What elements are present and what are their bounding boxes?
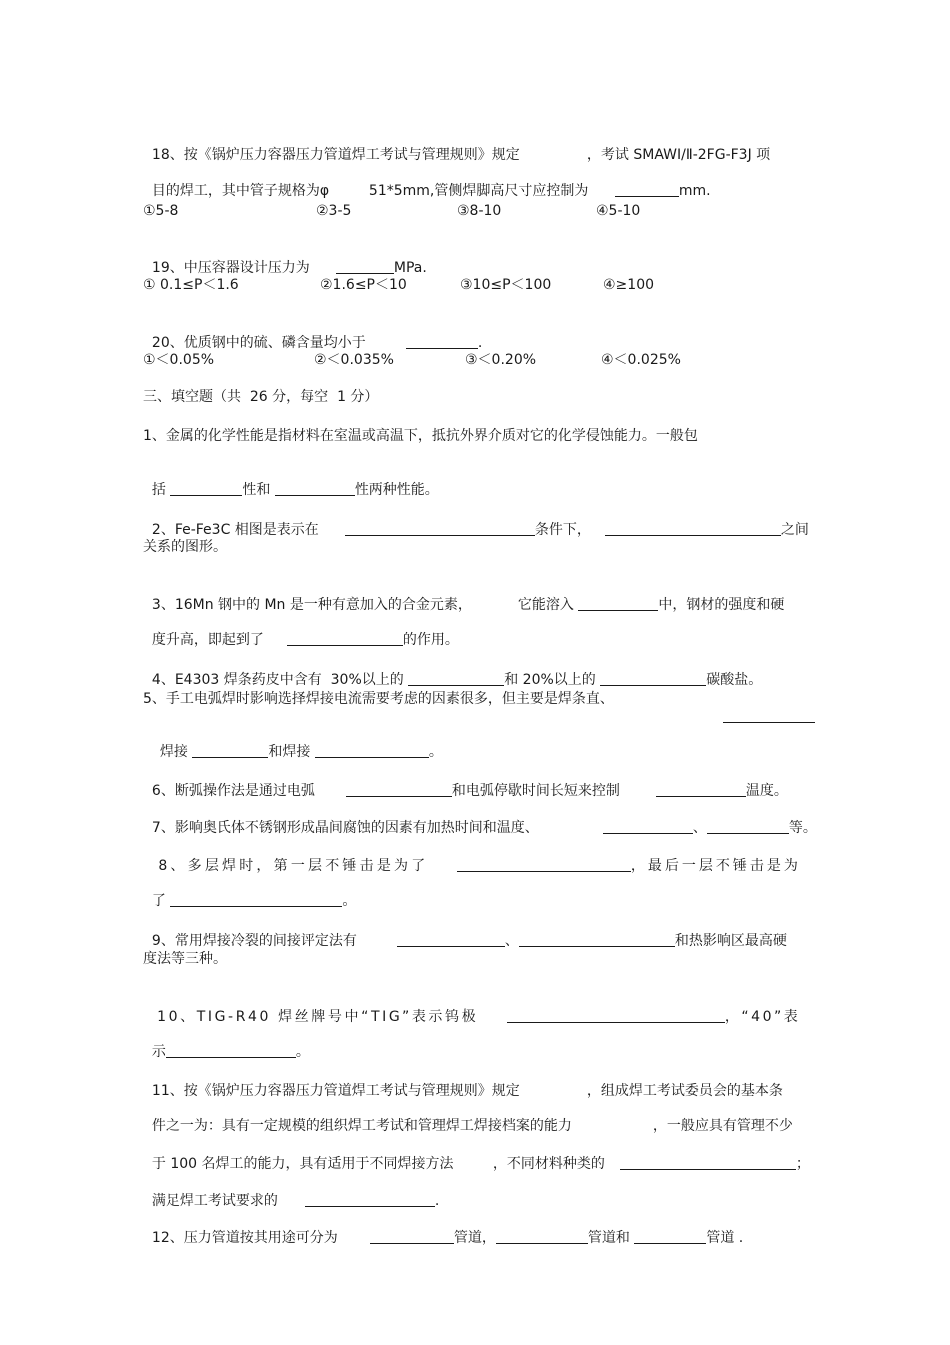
f1-blank-1[interactable] <box>170 481 242 496</box>
q20-blank-wrap <box>397 316 482 352</box>
q20-end: . <box>477 335 483 351</box>
q19-line <box>143 241 310 277</box>
q18-answer-blank[interactable] <box>615 182 679 197</box>
q18-line1 <box>143 128 520 164</box>
q20-answer-blank[interactable] <box>406 334 478 349</box>
f6-line <box>143 764 315 800</box>
f9-text-a: 9、常用焊接冷裂的间接评定法有 <box>151 933 357 949</box>
q18-line2-mid <box>360 164 588 200</box>
f12-right <box>361 1211 743 1247</box>
f12-blank-1[interactable] <box>370 1229 454 1244</box>
f10-text-d: 。 <box>295 1044 310 1060</box>
f11-blank-2[interactable] <box>305 1192 435 1207</box>
f8-text-d: 。 <box>342 893 357 909</box>
q19-unit: MPa. <box>393 260 427 276</box>
f9-text-b: 、 <box>504 933 519 949</box>
f12-blank-2[interactable] <box>496 1229 588 1244</box>
f3-line2-blank <box>278 613 459 649</box>
f10-line1-right <box>493 990 800 1026</box>
f1-line1: 1、金属的化学性能是指材料在室温或高温下，抵抗外界介质对它的化学侵蚀能力。一般包 <box>143 428 698 444</box>
q20-text: 20、优质钢中的硫、磷含量均小于 <box>151 335 366 351</box>
f3-blank-2[interactable] <box>287 631 403 646</box>
f5-blank-2[interactable] <box>192 743 268 758</box>
f4-blank-1[interactable] <box>408 671 504 686</box>
f3-text-b: 它能溶入 <box>517 597 574 613</box>
f2-line1 <box>143 503 319 539</box>
f2-blank-1[interactable] <box>345 521 535 536</box>
f12-text-b: 管道， <box>453 1230 496 1246</box>
f11-text-c: 件之一为：具有一定规模的组织焊工考试和管理焊工焊接档案的能力 <box>151 1118 572 1134</box>
f7-text-b: 、 <box>692 820 707 836</box>
f6-text-a: 6、断弧操作法是通过电弧 <box>151 783 315 799</box>
f8-text-b: ，最后一层不锤击是为 <box>630 858 801 874</box>
q18-line2-text-b: 51*5mm,管侧焊脚高尺寸应控制为 <box>368 183 589 199</box>
f2-text-c: 之间 <box>780 522 809 538</box>
f5-text-c: 。 <box>428 744 443 760</box>
f11-line1 <box>143 1064 520 1100</box>
q20-option-4[interactable]: ④＜0.025% <box>601 352 681 368</box>
f2-line1-blanks <box>336 503 591 539</box>
f9-line1-right <box>388 914 787 950</box>
q20-option-1[interactable]: ①＜0.05% <box>143 352 215 368</box>
f10-blank-2[interactable] <box>166 1043 296 1058</box>
f11-line4 <box>143 1174 278 1210</box>
f10-line1 <box>143 990 478 1026</box>
f11-text-g: ； <box>795 1156 810 1172</box>
f9-text-c: 和热影响区最高硬 <box>674 933 787 949</box>
f7-text-a: 7、影响奥氏体不锈钢形成晶间腐蚀的因素有加热时间和温度、 <box>151 820 539 836</box>
f6-text-c: 温度。 <box>745 783 788 799</box>
f1-text-b: 性和 <box>242 482 271 498</box>
q20-line <box>143 316 366 352</box>
f6-text-b: 和电弧停歇时间长短来控制 <box>451 783 620 799</box>
f3-line2 <box>143 613 264 649</box>
f10-blank-1[interactable] <box>507 1008 725 1023</box>
f11-line1-right <box>578 1064 783 1100</box>
f8-text-a: 8、多层焊时，第一层不锤击是为了 <box>158 858 429 874</box>
q19-option-2[interactable]: ②1.6≤P＜10 <box>320 277 407 293</box>
q18-line1-text-a: 18、按《锅炉压力容器压力管道焊工考试与管理规则》规定 <box>151 147 520 163</box>
f5-text-b: 和焊接 <box>268 744 311 760</box>
f11-text-i: . <box>434 1193 440 1209</box>
f11-text-a: 11、按《锅炉压力容器压力管道焊工考试与管理规则》规定 <box>151 1083 520 1099</box>
f11-line4-blank <box>296 1174 439 1210</box>
f7-blank-1[interactable] <box>603 819 693 834</box>
f7-blank-2[interactable] <box>707 819 789 834</box>
q19-option-3[interactable]: ③10≤P＜100 <box>460 277 552 293</box>
f8-text-c: 了 <box>151 893 166 909</box>
f9-line1 <box>143 914 357 950</box>
q18-option-2[interactable]: ②3-5 <box>316 203 352 219</box>
q18-unit: mm. <box>678 183 711 199</box>
q18-option-3[interactable]: ③8-10 <box>457 203 502 219</box>
q18-option-4[interactable]: ④5-10 <box>596 203 641 219</box>
f4-text-b: 和 20%以上的 <box>504 672 596 688</box>
f2-line1-right <box>596 503 809 539</box>
q18-line2 <box>143 164 329 200</box>
f2-text-a: 2、Fe-Fe3C 相图是表示在 <box>151 522 319 538</box>
f12-blank-3[interactable] <box>634 1229 706 1244</box>
f6-blank-1[interactable] <box>346 782 452 797</box>
f4-blank-2[interactable] <box>600 671 706 686</box>
q18-option-1[interactable]: ①5-8 <box>143 203 179 219</box>
f3-line1 <box>143 578 472 614</box>
f3-text-a: 3、16Mn 钢中的 Mn 是一种有意加入的合金元素， <box>151 597 472 613</box>
f7-right <box>594 801 817 837</box>
f11-text-d: ，一般应具有管理不少 <box>652 1118 793 1134</box>
q18-line1-text-b: ，考试 SMAWⅠ/Ⅱ-2FG-F3J 项 <box>586 147 771 163</box>
q20-option-2[interactable]: ②＜0.035% <box>314 352 394 368</box>
f11-line2 <box>143 1099 572 1135</box>
f11-text-h: 满足焊工考试要求的 <box>151 1193 278 1209</box>
f4-text-c: 碳酸盐。 <box>706 672 763 688</box>
f9-blank-2[interactable] <box>519 932 675 947</box>
f8-blank-2[interactable] <box>170 892 342 907</box>
f10-text-c: 示 <box>151 1044 166 1060</box>
f3-text-c: 中，钢材的强度和硬 <box>658 597 785 613</box>
f5-line2 <box>151 725 443 761</box>
f6-blank-2[interactable] <box>656 782 746 797</box>
f12-text-c: 管道和 <box>587 1230 630 1246</box>
q20-option-3[interactable]: ③＜0.20% <box>465 352 537 368</box>
f11-text-e: 于 100 名焊工的能力，具有适用于不同焊接方法 <box>151 1156 454 1172</box>
q19-text: 19、中压容器设计压力为 <box>151 260 310 276</box>
f8-line2 <box>143 874 356 910</box>
f2-blank-2[interactable] <box>605 521 781 536</box>
f4-line <box>143 653 762 689</box>
f1-line2 <box>143 463 439 499</box>
f7-line <box>143 801 539 837</box>
f2-text-b: 条件下， <box>534 522 591 538</box>
f11-text-f: ，不同材料种类的 <box>492 1156 605 1172</box>
section-3-title: 三、填空题（共 26 分，每空 1 分） <box>143 389 379 405</box>
f11-text-b: ，组成焊工考试委员会的基本条 <box>586 1083 783 1099</box>
f1-text-a: 括 <box>151 482 166 498</box>
q19-blank-wrap <box>327 241 427 277</box>
f11-blank-1[interactable] <box>620 1155 796 1170</box>
f11-line2-right <box>644 1099 793 1135</box>
f9-blank-1[interactable] <box>397 932 505 947</box>
f10-text-b: ，“40”表 <box>724 1009 801 1025</box>
f2-line2: 关系的图形。 <box>143 539 227 555</box>
f8-line1-right <box>442 839 801 875</box>
f3-blank-1[interactable] <box>578 596 658 611</box>
f12-line <box>143 1211 338 1247</box>
f9-line2: 度法等三种。 <box>143 951 227 967</box>
f11-line3-right <box>611 1137 810 1173</box>
f5-blank-3[interactable] <box>315 743 429 758</box>
f7-text-c: 等。 <box>788 820 817 836</box>
q19-option-4[interactable]: ④≥100 <box>603 277 655 293</box>
f6-right <box>647 764 788 800</box>
q18-line2-blank-wrap <box>606 164 711 200</box>
f10-text-a: 10、TIG-R40 焊丝牌号中“TIG”表示钨极 <box>157 1009 479 1025</box>
f3-text-d: 度升高，即起到了 <box>151 632 264 648</box>
f5-line1-blank <box>714 690 815 726</box>
q19-option-1[interactable]: ① 0.1≤P＜1.6 <box>143 277 239 293</box>
f5-line1: 5、手工电弧焊时影响选择焊接电流需要考虑的因素很多，但主要是焊条直、 <box>143 691 614 707</box>
f12-text-d: 管道 . <box>706 1230 744 1246</box>
f4-text-a: 4、E4303 焊条药皮中含有 30%以上的 <box>151 672 404 688</box>
f11-line3-mid <box>484 1137 605 1173</box>
f3-line1-right <box>509 578 784 614</box>
f8-line1 <box>143 839 428 875</box>
f8-blank-1[interactable] <box>457 857 631 872</box>
q18-line2-text-a: 目的焊工，其中管子规格为φ <box>151 183 330 199</box>
f1-blank-2[interactable] <box>275 481 355 496</box>
q18-line1-right <box>578 128 770 164</box>
f3-text-e: 的作用。 <box>402 632 459 648</box>
f5-text-a: 焊接 <box>159 744 188 760</box>
f11-line3 <box>143 1137 454 1173</box>
q19-answer-blank[interactable] <box>336 259 394 274</box>
f6-mid <box>337 764 620 800</box>
f12-text-a: 12、压力管道按其用途可分为 <box>151 1230 338 1246</box>
f5-blank-1[interactable] <box>723 708 815 723</box>
f1-text-c: 性两种性能。 <box>354 482 439 498</box>
f10-line2 <box>143 1025 310 1061</box>
